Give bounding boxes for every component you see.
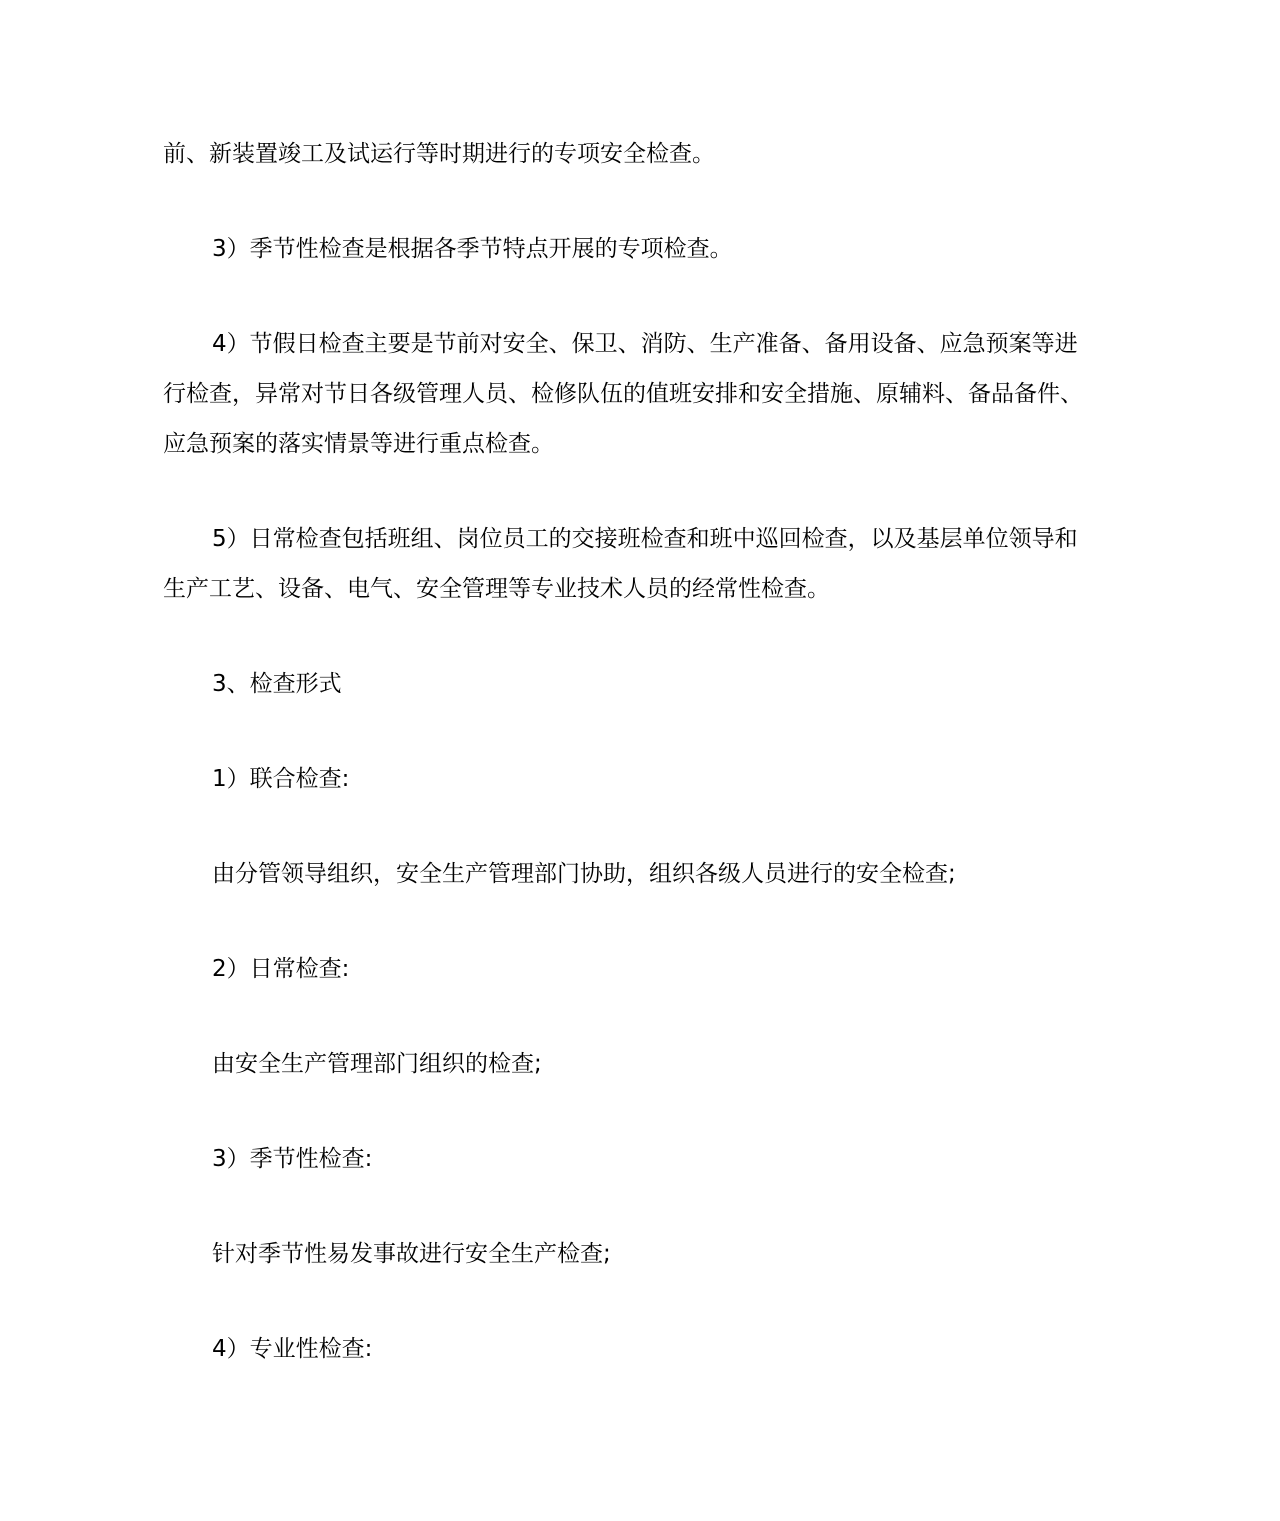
item-joint-check-heading: 1）联合检查: xyxy=(212,766,350,792)
item-professional-check-heading: 4）专业性检查: xyxy=(212,1336,373,1362)
paragraph-seasonal-check: 3）季节性检查是根据各季节特点开展的专项检查。 xyxy=(212,236,733,262)
paragraph-daily-check-line-2: 生产工艺、设备、电气、安全管理等专业技术人员的经常性检查。 xyxy=(163,576,830,602)
item-daily-check-heading: 2）日常检查: xyxy=(212,956,350,982)
item-seasonal-check-heading: 3）季节性检查: xyxy=(212,1146,373,1172)
paragraph-special-check-tail: 前、新装置竣工及试运行等时期进行的专项安全检查。 xyxy=(163,141,715,167)
paragraph-holiday-check-line-2: 行检查，异常对节日各级管理人员、检修队伍的值班安排和安全措施、原辅料、备品备件、 xyxy=(163,381,1083,407)
paragraph-holiday-check-line-1: 4）节假日检查主要是节前对安全、保卫、消防、生产准备、备用设备、应急预案等进 xyxy=(212,331,1078,357)
item-joint-check-body: 由分管领导组织，安全生产管理部门协助，组织各级人员进行的安全检查; xyxy=(212,861,956,887)
paragraph-holiday-check-line-3: 应急预案的落实情景等进行重点检查。 xyxy=(163,431,554,457)
paragraph-daily-check-line-1: 5）日常检查包括班组、岗位员工的交接班检查和班中巡回检查，以及基层单位领导和 xyxy=(212,526,1078,552)
item-daily-check-body: 由安全生产管理部门组织的检查; xyxy=(212,1051,542,1077)
section-heading-check-forms: 3、检查形式 xyxy=(212,671,342,697)
item-seasonal-check-body: 针对季节性易发事故进行安全生产检查; xyxy=(212,1241,611,1267)
